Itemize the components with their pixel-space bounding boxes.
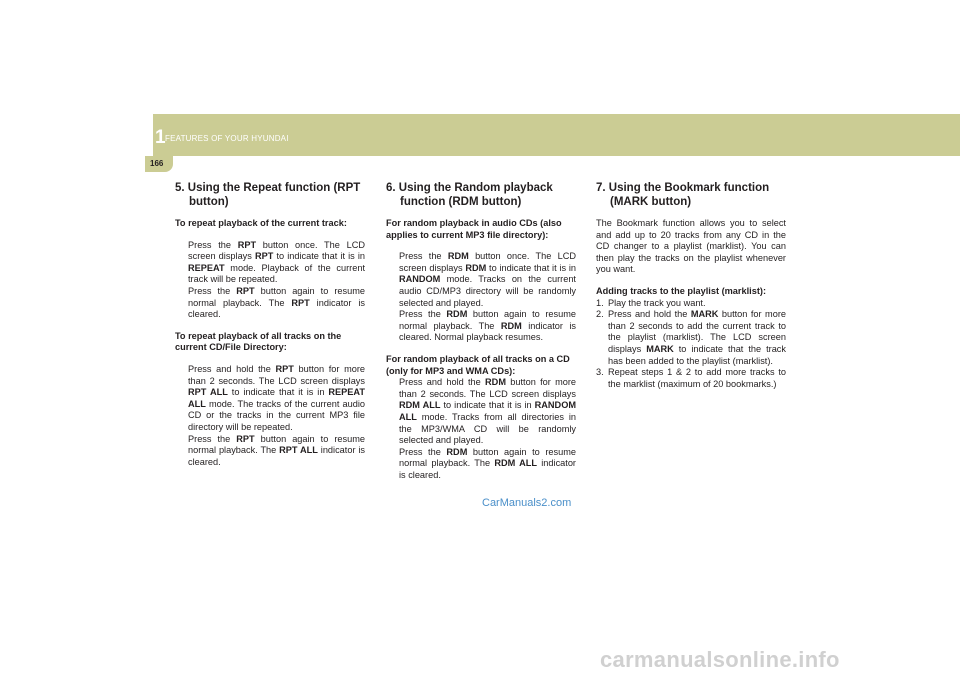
section-title-bookmark: 7. Using the Bookmark function (MARK button)	[596, 182, 770, 208]
chapter-number: 1	[155, 127, 166, 148]
paragraph: Press and hold the RDM button for more than 2 seconds. The LCD screen displays RDM ALL to indicate that it is in RANDOM ALL mode. Tracks from all directories in the MP3/WMA CD will be randomly selected and played.	[399, 377, 576, 446]
column-bookmark	[596, 182, 786, 390]
intro-paragraph: The Bookmark function allows you to select and add up to 20 tracks from any CD in the CD changer to a playlist (marklist). You can then play the tracks on the playlist whenever you want.	[596, 218, 786, 275]
section-title-repeat: 5. Using the Repeat function (RPT button)	[175, 182, 361, 208]
list-item: 1. Play the track you want.	[596, 297, 706, 308]
paragraph: Press the RPT button once. The LCD screen displays RPT to indicate that it is in REPEAT mode. Playback of the current track will be repeated.	[188, 239, 366, 285]
subheading-repeat-track: To repeat playback of the current track:	[175, 218, 347, 228]
column-repeat	[175, 182, 365, 468]
paragraph: Press the RDM button again to resume normal playback. The RDM ALL indicator is cleared.	[399, 446, 576, 480]
paragraph: Press and hold the RPT button for more than 2 seconds. The LCD screen displays RPT ALL to indicate that it is in REPEAT ALL mode. The tracks of the current audio CD or the tracks in the current MP3 file directory will be repeated.	[188, 363, 366, 432]
paragraph: Press the RDM button once. The LCD screen displays RDM to indicate that it is in RANDOM mode. Tracks on the current audio CD/MP3 directory will be randomly selected and played.	[399, 251, 577, 308]
subheading-adding-tracks: Adding tracks to the playlist (marklist):	[596, 285, 767, 296]
section-title-random: 6. Using the Random playback function (RDM button)	[386, 182, 553, 208]
page-number: 166	[150, 159, 164, 168]
watermark-link[interactable]: CarManuals2.com	[482, 497, 572, 509]
column-random	[386, 182, 576, 481]
list-item: 2. Press and hold the MARK button for more than 2 seconds to add the current track to the playlist (marklist). The LCD screen displays MARK to indicate that the track has been added to the playlist (marklist).	[596, 309, 786, 366]
chapter-title: FEATURES OF YOUR HYUNDAI	[165, 134, 289, 143]
paragraph: Press the RDM button again to resume normal playback. The RDM indicator is cleared. Normal playback resumes.	[399, 309, 576, 343]
subheading-random-cd: For random playback in audio CDs (also applies to current MP3 file directory):	[386, 218, 562, 240]
subheading-random-all: For random playback of all tracks on a CD (only for MP3 and WMA CDs):	[386, 353, 570, 376]
subheading-repeat-all: To repeat playback of all tracks on the current CD/File Directory:	[175, 330, 342, 353]
list-item: 3. Repeat steps 1 & 2 to add more tracks to the marklist (maximum of 20 bookmarks.)	[596, 367, 786, 389]
footer-watermark: carmanualsonline.info	[600, 647, 840, 672]
paragraph: Press the RPT button again to resume normal playback. The RPT ALL indicator is cleared.	[188, 433, 366, 467]
paragraph: Press the RPT button again to resume normal playback. The RPT indicator is cleared.	[188, 285, 365, 320]
